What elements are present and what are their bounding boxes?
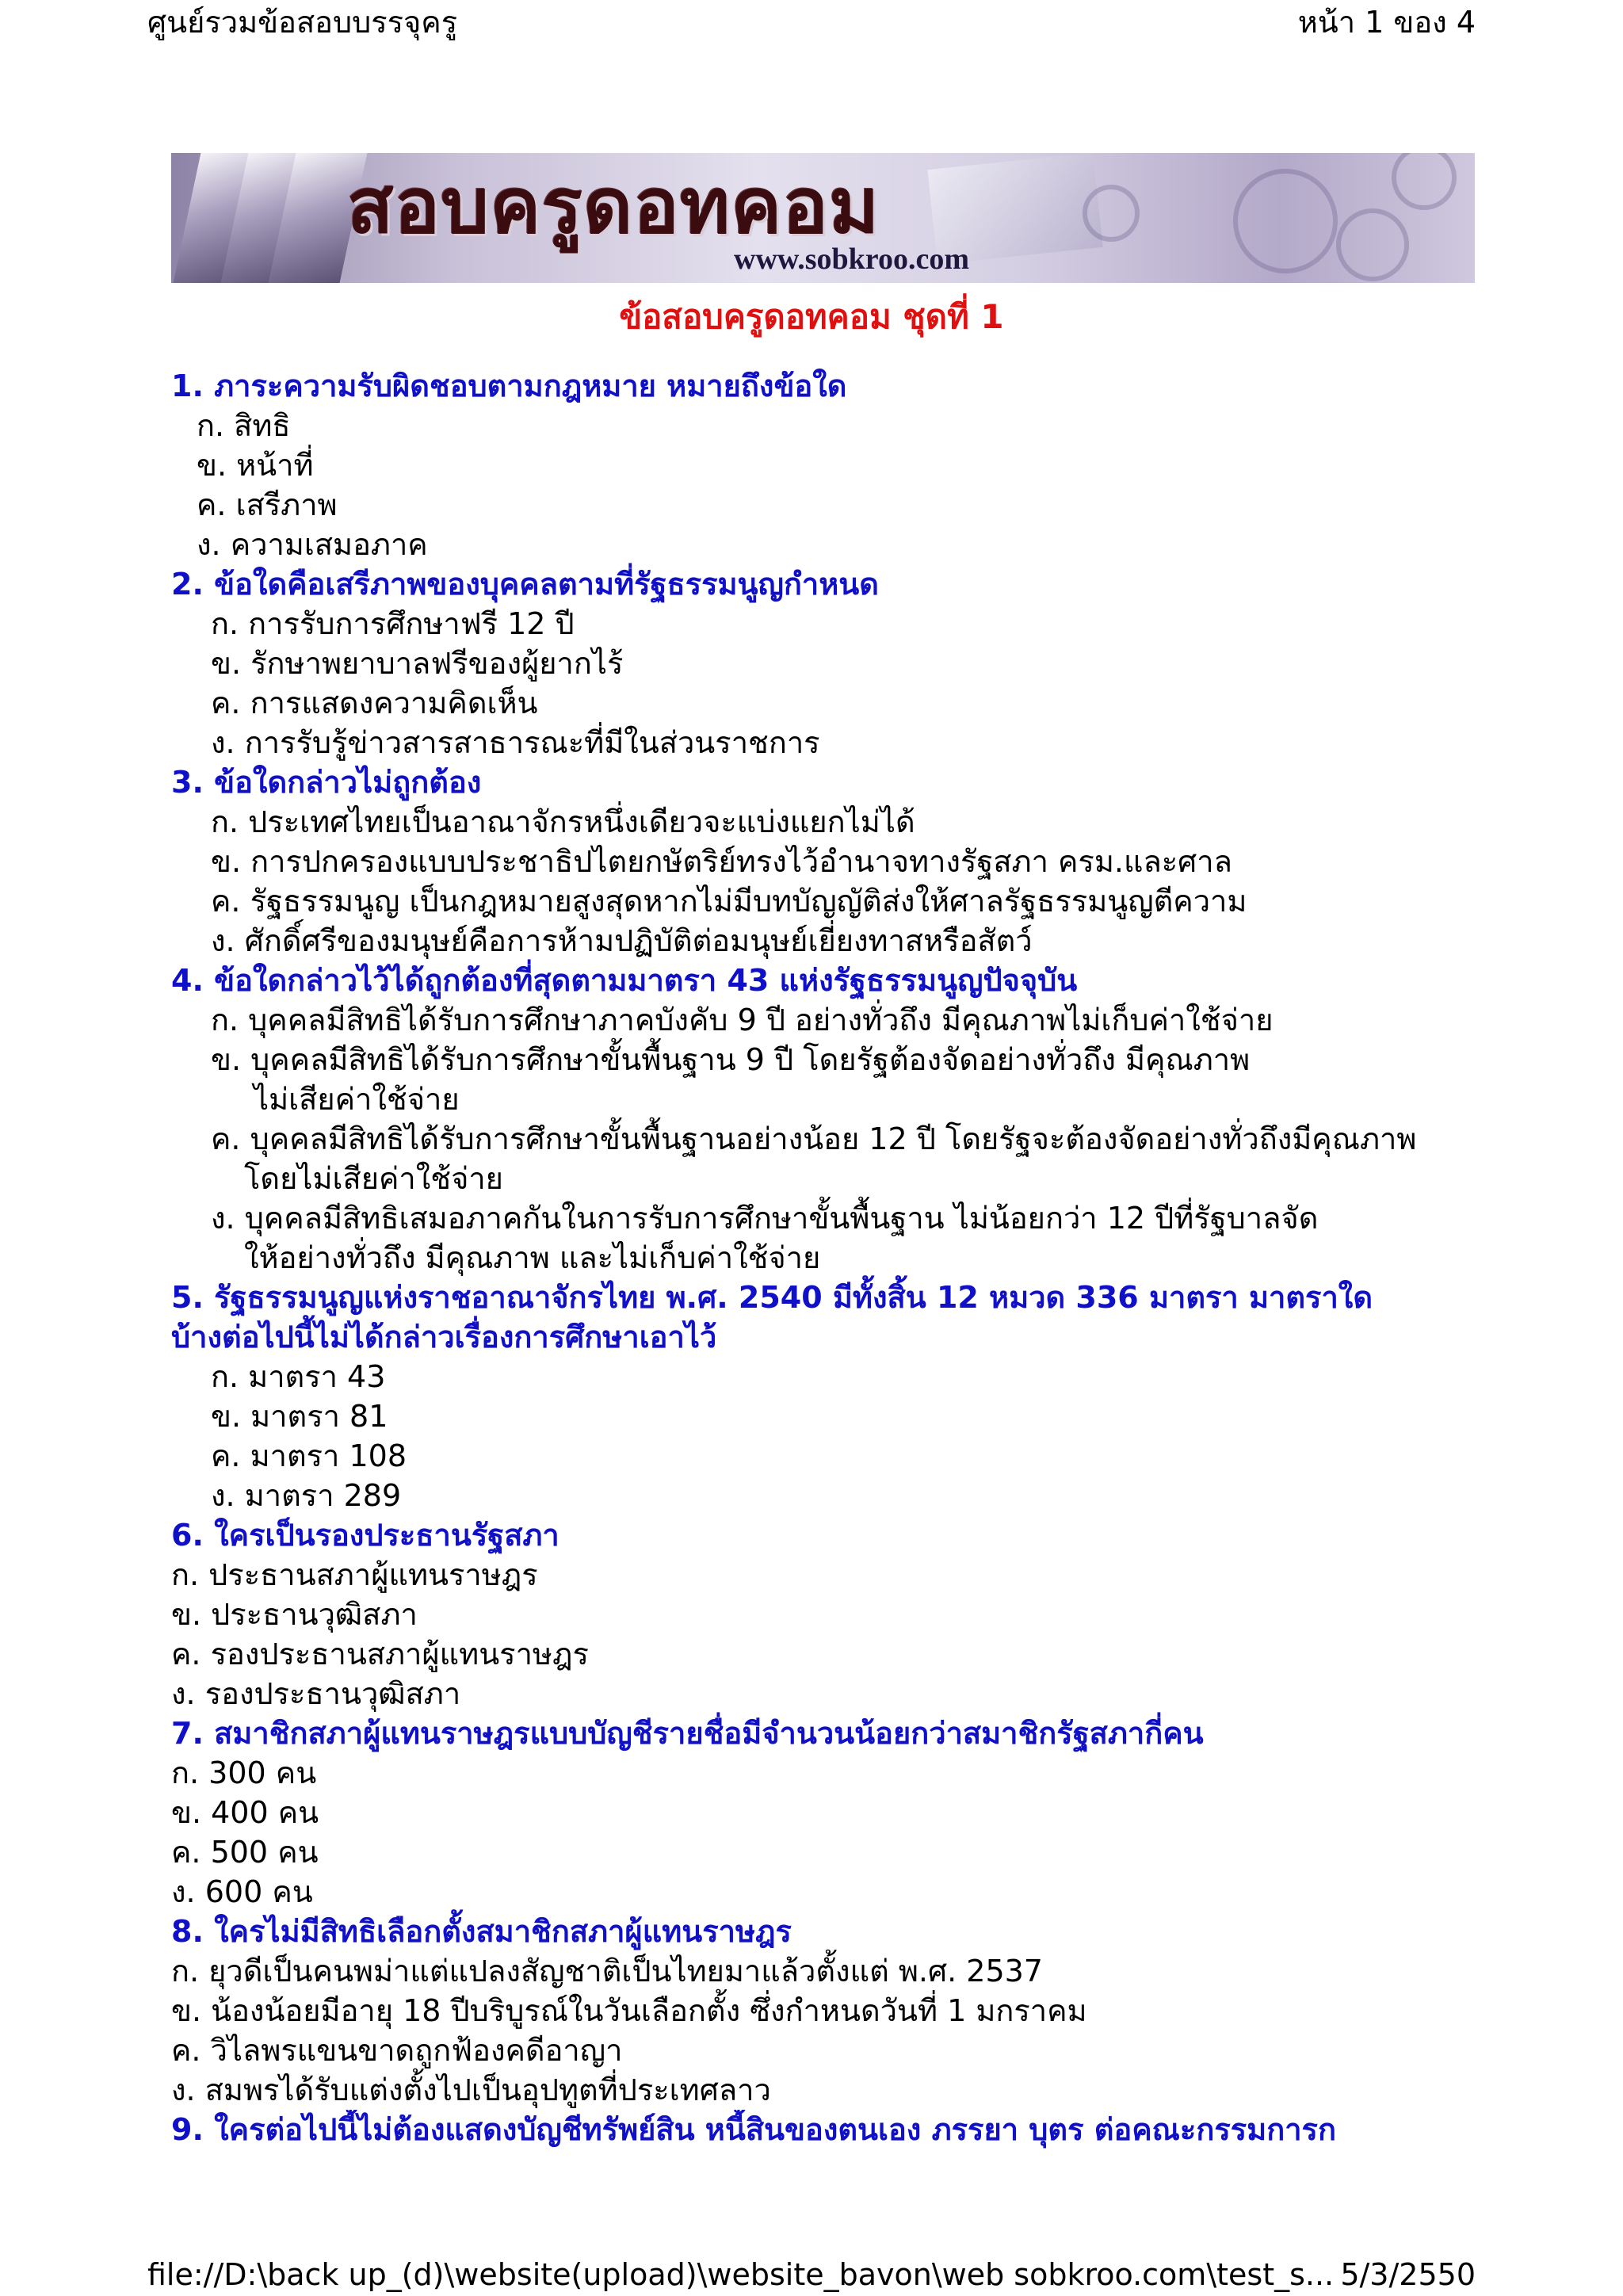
option: ก. บุคคลมีสิทธิได้รับการศึกษาภาคบังคับ 9 ปี อย่างทั่วถึง มีคุณภาพไม่เก็บค่าใช้จ่าย xyxy=(211,1003,1274,1037)
page-number: หน้า 1 ของ 4 xyxy=(1297,5,1476,40)
option-continued: ไม่เสียค่าใช้จ่าย xyxy=(254,1082,460,1117)
question-5-continued: บ้างต่อไปนี้ไม่ได้กล่าวเรื่องการศึกษาเอาไว้ xyxy=(171,1320,717,1354)
site-banner xyxy=(171,153,1475,283)
banner-url: www.sobkroo.com xyxy=(734,243,969,276)
option: ก. ประเทศไทยเป็นอาณาจักรหนึ่งเดียวจะแบ่งแยกไม่ได้ xyxy=(211,804,915,839)
option: ค. 500 คน xyxy=(171,1835,319,1870)
question-1: 1. ภาระความรับผิดชอบตามกฎหมาย หมายถึงข้อใด xyxy=(171,369,847,403)
option: ก. สิทธิ xyxy=(197,408,291,443)
option: ข. น้องน้อยมีอายุ 18 ปีบริบูรณ์ในวันเลือกตั้ง ซึ่งกำหนดวันที่ 1 มกราคม xyxy=(171,1993,1087,2028)
option: ค. บุคคลมีสิทธิได้รับการศึกษาขั้นพื้นฐานอย่างน้อย 12 ปี โดยรัฐจะต้องจัดอย่างทั่วถึงมีคุณภาพ xyxy=(211,1121,1417,1156)
option: ค. เสรีภาพ xyxy=(197,487,338,522)
page-header-title: ศูนย์รวมข้อสอบบรรจุครู xyxy=(147,5,458,40)
set-title: ข้อสอบครูดอทคอม ชุดที่ 1 xyxy=(619,297,1004,336)
option: ก. มาตรา 43 xyxy=(211,1359,386,1394)
question-list xyxy=(171,366,1487,2149)
question-7: 7. สมาชิกสภาผู้แทนราษฎรแบบบัญชีรายชื่อมีจำนวนน้อยกว่าสมาชิกรัฐสภากี่คน xyxy=(171,1716,1204,1751)
file-path: file://D:\back up_(d)\website(upload)\website_bavon\web sobkroo.com\test_s... xyxy=(147,2257,1335,2292)
option: ง. ศักดิ์ศรีของมนุษย์คือการห้ามปฏิบัติต่อมนุษย์เยี่ยงทาสหรือสัตว์ xyxy=(211,923,1033,958)
option: ก. การรับการศึกษาฟรี 12 ปี xyxy=(211,606,575,641)
question-5: 5. รัฐธรรมนูญแห่งราชอาณาจักรไทย พ.ศ. 2540 มีทั้งสิ้น 12 หมวด 336 มาตรา มาตราใด xyxy=(171,1280,1373,1315)
option: ข. หน้าที่ xyxy=(197,448,314,483)
question-3: 3. ข้อใดกล่าวไม่ถูกต้อง xyxy=(171,765,482,800)
option: ก. ประธานสภาผู้แทนราษฎร xyxy=(171,1557,538,1592)
option: ง. สมพรได้รับแต่งตั้งไปเป็นอุปทูตที่ประเทศลาว xyxy=(171,2073,771,2107)
option: ค. การแสดงความคิดเห็น xyxy=(211,686,538,720)
option: ค. รองประธานสภาผู้แทนราษฎร xyxy=(171,1637,589,1671)
option-continued: ให้อย่างทั่วถึง มีคุณภาพ และไม่เก็บค่าใช้จ่าย xyxy=(244,1240,821,1275)
option: ค. รัฐธรรมนูญ เป็นกฎหมายสูงสุดหากไม่มีบทบัญญัติส่งให้ศาลรัฐธรรมนูญตีความ xyxy=(211,884,1247,919)
option: ข. ประธานวุฒิสภา xyxy=(171,1597,418,1632)
option: ข. การปกครองแบบประชาธิปไตยกษัตริย์ทรงไว้อำนาจทางรัฐสภา ครม.และศาล xyxy=(211,844,1232,879)
option: ข. มาตรา 81 xyxy=(211,1399,388,1434)
option: ข. รักษาพยาบาลฟรีของผู้ยากไร้ xyxy=(211,646,624,681)
option: ง. บุคคลมีสิทธิเสมอภาคกันในการรับการศึกษาขั้นพื้นฐาน ไม่น้อยกว่า 12 ปีที่รัฐบาลจัด xyxy=(211,1201,1319,1236)
option: ง. มาตรา 289 xyxy=(211,1478,402,1513)
question-6: 6. ใครเป็นรองประธานรัฐสภา xyxy=(171,1518,559,1553)
option: ข. บุคคลมีสิทธิได้รับการศึกษาขั้นพื้นฐาน 9 ปี โดยรัฐต้องจัดอย่างทั่วถึง มีคุณภาพ xyxy=(211,1042,1251,1077)
option: ง. 600 คน xyxy=(171,1874,313,1909)
option-continued: โดยไม่เสียค่าใช้จ่าย xyxy=(244,1161,503,1196)
question-2: 2. ข้อใดคือเสรีภาพของบุคคลตามที่รัฐธรรมนูญกำหนด xyxy=(171,567,879,602)
print-date: 5/3/2550 xyxy=(1340,2257,1476,2292)
question-9: 9. ใครต่อไปนี้ไม่ต้องแสดงบัญชีทรัพย์สิน หนี้สินของตนเอง ภรรยา บุตร ต่อคณะกรรมการก xyxy=(171,2112,1336,2147)
question-4: 4. ข้อใดกล่าวไว้ได้ถูกต้องที่สุดตามมาตรา 43 แห่งรัฐธรรมนูญปัจจุบัน xyxy=(171,963,1078,998)
option: ข. 400 คน xyxy=(171,1795,319,1830)
option: ค. มาตรา 108 xyxy=(211,1438,407,1473)
option: ง. รองประธานวุฒิสภา xyxy=(171,1676,461,1711)
banner-logo-text: สอบครูดอทคอม xyxy=(347,161,880,250)
option: ค. วิไลพรแขนขาดถูกฟ้องคดีอาญา xyxy=(171,2033,623,2068)
option: ง. ความเสมอภาค xyxy=(197,527,428,562)
option: ก. 300 คน xyxy=(171,1755,317,1790)
question-8: 8. ใครไม่มีสิทธิเลือกตั้งสมาชิกสภาผู้แทนราษฎร xyxy=(171,1914,792,1949)
option: ง. การรับรู้ข่าวสารสาธารณะที่มีในส่วนราชการ xyxy=(211,725,820,760)
option: ก. ยุวดีเป็นคนพม่าแต่แปลงสัญชาติเป็นไทยมาแล้วตั้งแต่ พ.ศ. 2537 xyxy=(171,1954,1043,1988)
